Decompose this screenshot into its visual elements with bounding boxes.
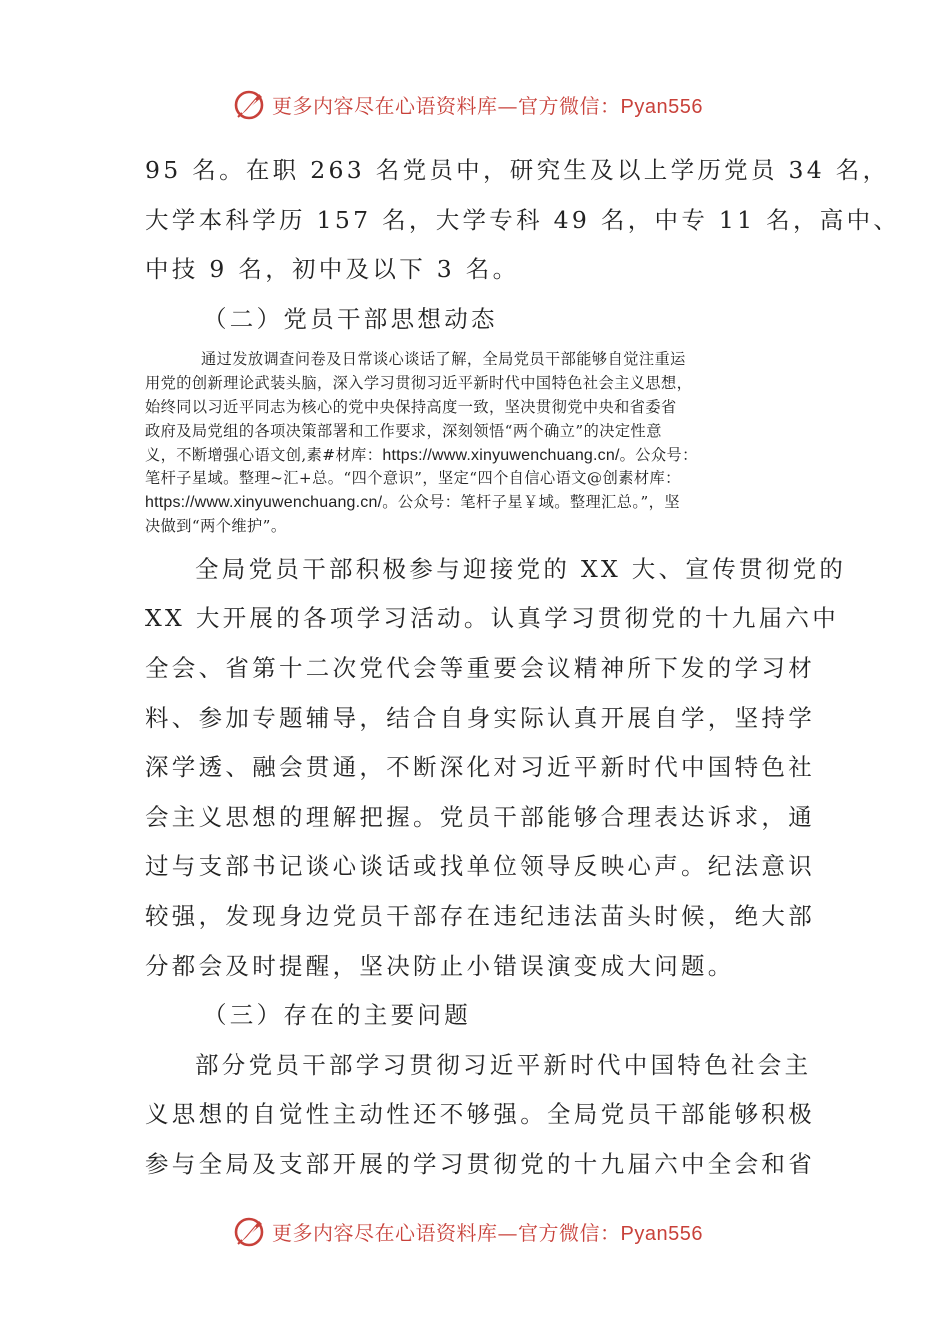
small-line: 决做到“两个维护”。 (145, 516, 287, 535)
section-heading-3: （三）存在的主要问题 (203, 1001, 471, 1030)
small-line: 通过发放调查问卷及日常谈心谈话了解，全局党员干部能够自觉注重运 (201, 350, 686, 369)
body-line: 全会、省第十二次党代会等重要会议精神所下发的学习材 (145, 653, 815, 682)
body-line: 部分党员干部学习贯彻习近平新时代中国特色社会主 (195, 1050, 812, 1079)
body-line: 参与全局及支部开展的学习贯彻党的十九届六中全会和省 (145, 1149, 815, 1178)
small-line: 始终同以习近平同志为核心的党中央保持高度一致，坚决贯彻党中央和省委省 (145, 397, 677, 416)
body-line: 全局党员干部积极参与迎接党的 XX 大、宣传贯彻党的 (195, 554, 847, 583)
small-print-paragraph (145, 348, 805, 538)
body-line: 分都会及时提醒，坚决防止小错误演变成大问题。 (145, 951, 735, 980)
banner-text: 更多内容尽在心语资料库—官方微信：Pyan556 (272, 93, 703, 118)
url-text: https://www.xinyuwenchuang.cn/ (382, 446, 620, 464)
small-line: 政府及局党组的各项决策部署和工作要求，深刻领悟“两个确立”的决定性意 (145, 421, 662, 440)
small-line: 义，不断增强心语文创,素#材库：https://www.xinyuwenchuang.cn/。公众号： (145, 445, 698, 464)
footer-banner (232, 1211, 703, 1251)
body-line: 大学本科学历 157 名，大学专科 49 名，中专 11 名，高中、 (145, 205, 901, 234)
body-line: XX 大开展的各项学习活动。认真学习贯彻党的十九届六中 (145, 604, 840, 633)
body-line: 中技 9 名，初中及以下 3 名。 (145, 255, 520, 284)
banner-text: 更多内容尽在心语资料库—官方微信：Pyan556 (272, 1220, 703, 1245)
small-line: 用党的创新理论武装头脑，深入学习贯彻习近平新时代中国特色社会主义思想， (145, 374, 693, 393)
quill-pen-logo-icon (232, 86, 268, 122)
document-body (145, 146, 901, 1189)
small-line: https://www.xinyuwenchuang.cn/。公众号：笔杆子星￥域。整理汇总。”，坚 (145, 493, 680, 512)
wechat-id: Pyan556 (620, 95, 703, 118)
url-text: https://www.xinyuwenchuang.cn/ (145, 494, 383, 512)
header-banner (232, 84, 703, 124)
quill-pen-logo-icon (232, 1213, 268, 1249)
body-line: 95 名。在职 263 名党员中，研究生及以上学历党员 34 名， (145, 156, 890, 184)
small-line: 笔杆子星域。整理~汇+总。“四个意识”，坚定“四个自信心语文@创素材库： (145, 469, 681, 488)
section-heading-2: （二）党员干部思想动态 (203, 304, 498, 333)
body-line: 过与支部书记谈心谈话或找单位领导反映心声。纪法意识 (145, 852, 815, 881)
body-line: 料、参加专题辅导，结合自身实际认真开展自学，坚持学 (145, 703, 815, 732)
body-line: 深学透、融会贯通，不断深化对习近平新时代中国特色社 (145, 753, 815, 782)
wechat-id: Pyan556 (620, 1222, 703, 1245)
body-line: 义思想的自觉性主动性还不够强。全局党员干部能够积极 (145, 1100, 815, 1129)
body-line: 较强，发现身边党员干部存在违纪违法苗头时候，绝大部 (145, 901, 815, 930)
body-line: 会主义思想的理解把握。党员干部能够合理表达诉求，通 (145, 802, 815, 831)
